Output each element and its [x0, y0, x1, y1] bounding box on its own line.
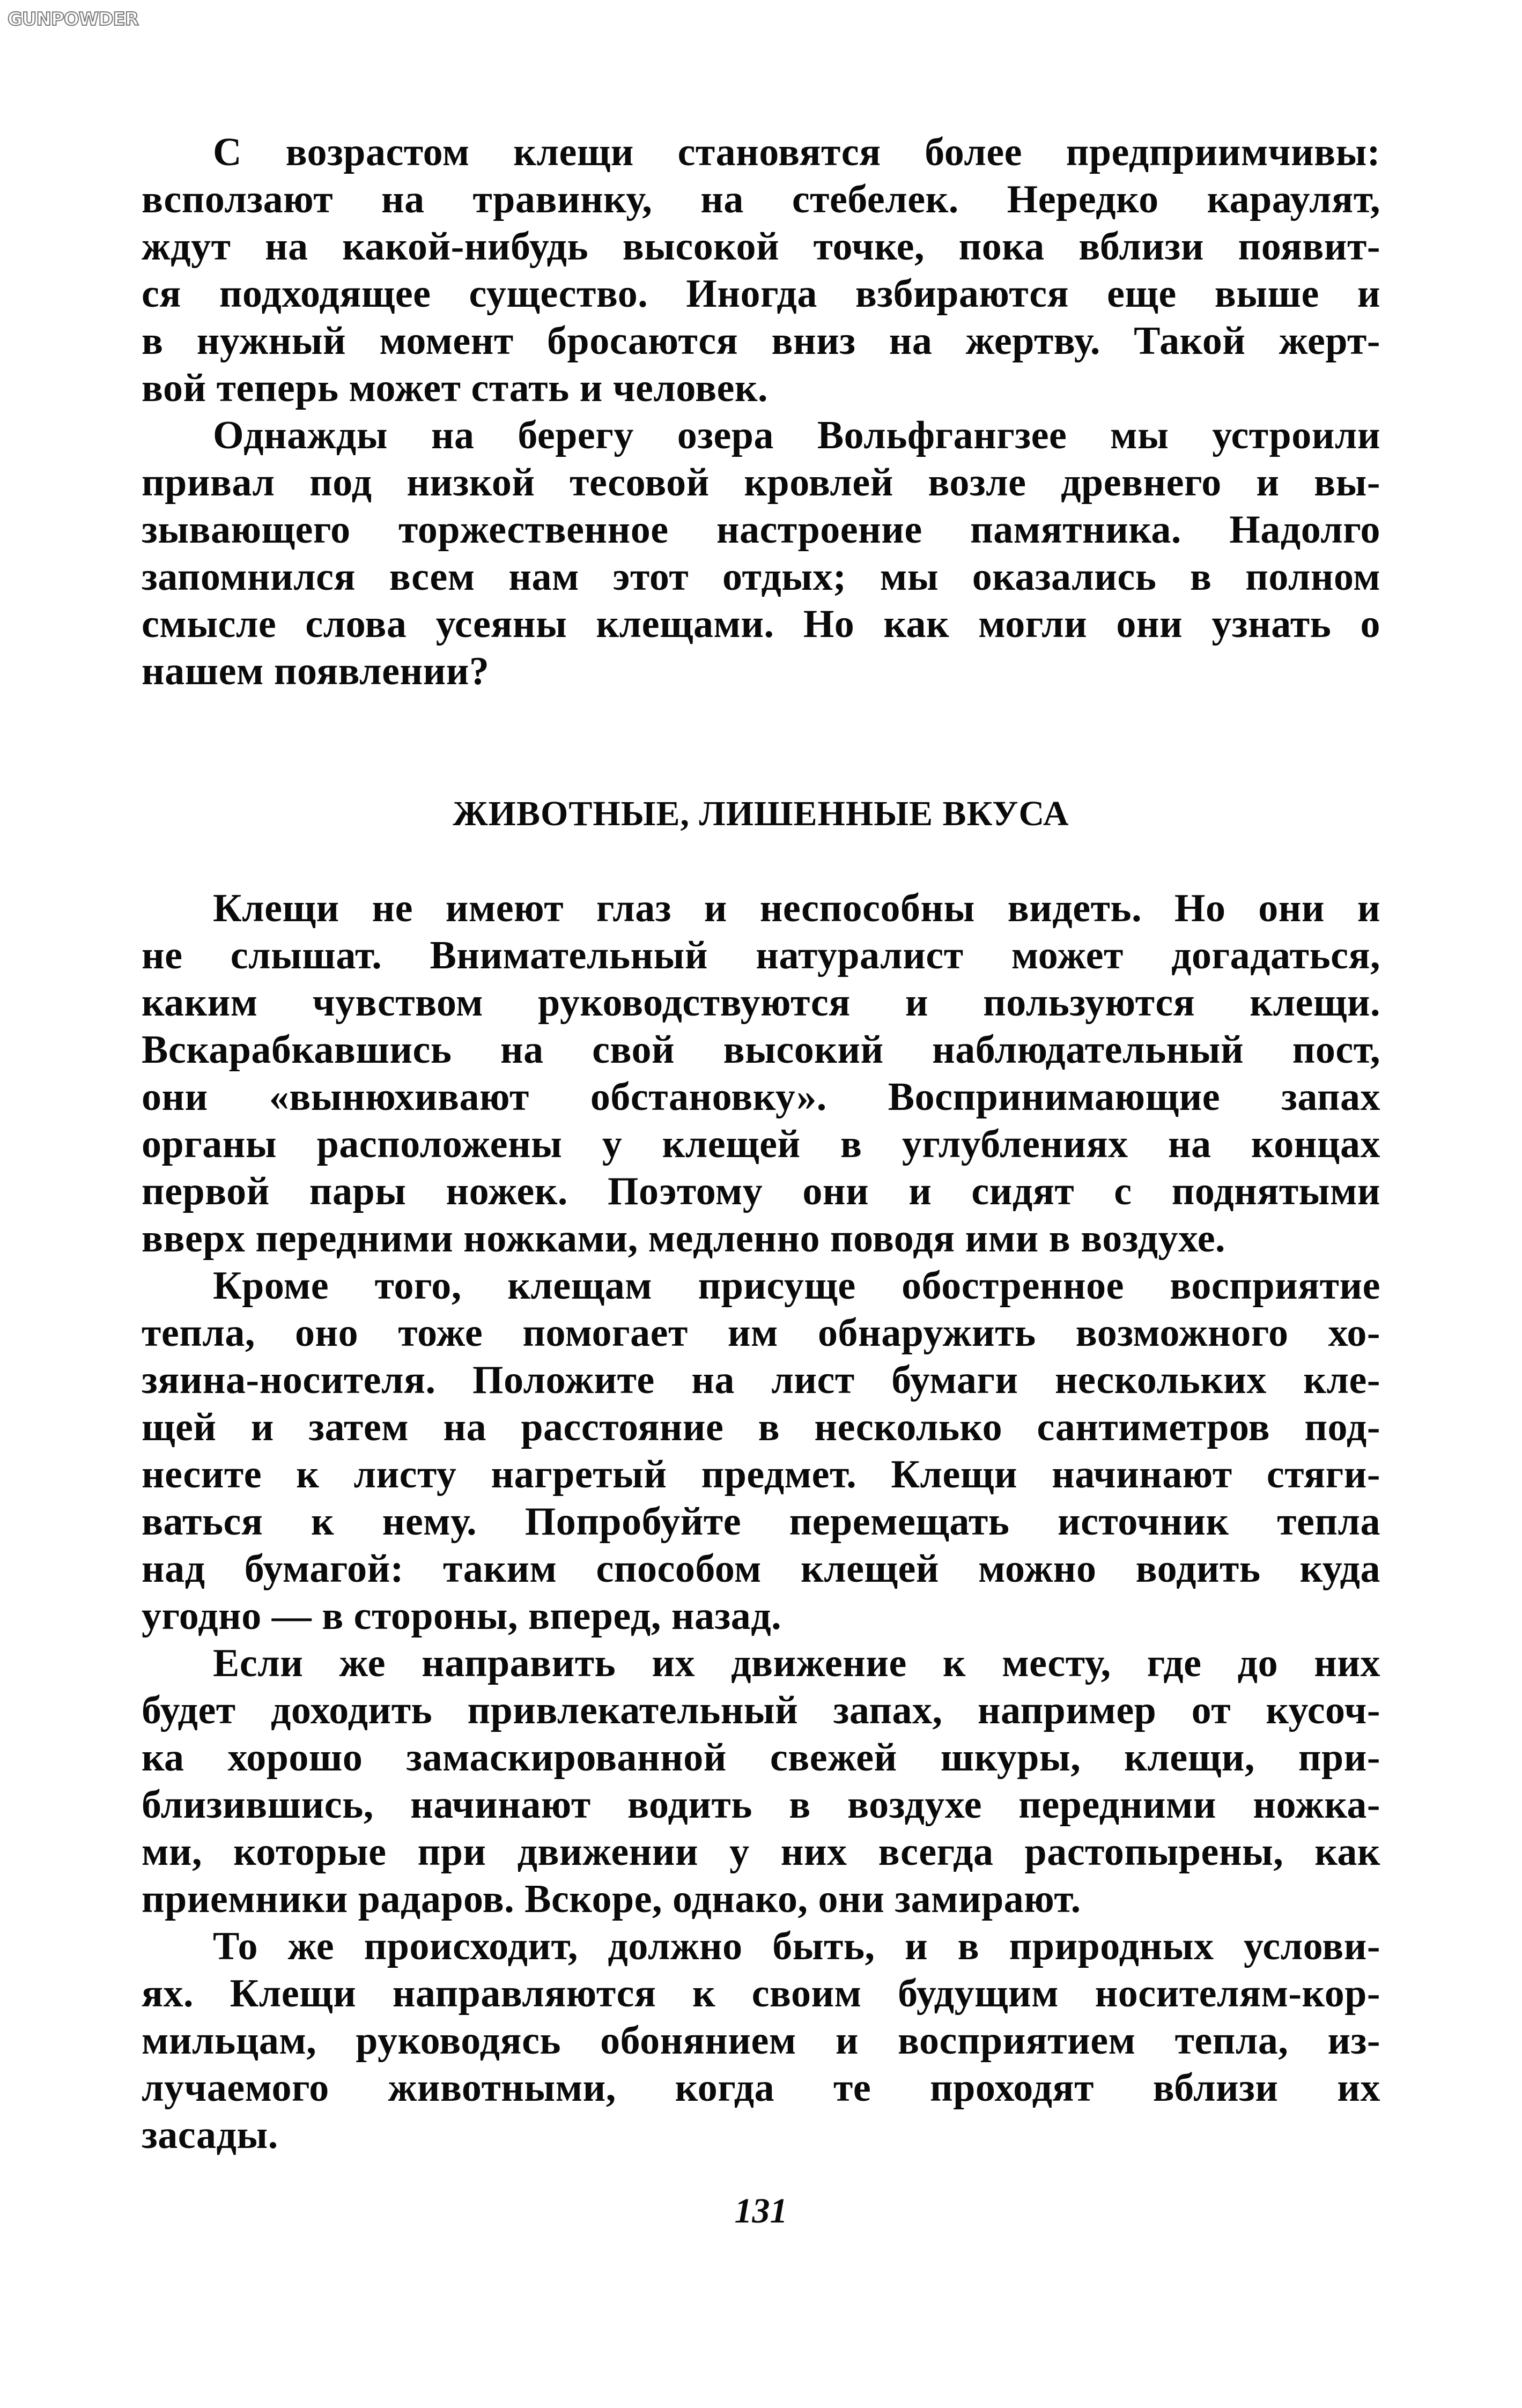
text-line: привал под низкой тесовой кровлей возле древнего и вы-: [142, 461, 1380, 505]
text-line: в нужный момент бросаются вниз на жертву. Такой жерт-: [142, 319, 1380, 363]
text-line: смысле слова усеяны клещами. Но как могли они узнать о: [142, 602, 1380, 646]
text-line: Если же направить их движение к месту, где до них: [213, 1641, 1380, 1685]
text-line: ждут на какой-нибудь высокой точке, пока вблизи появит-: [142, 225, 1380, 269]
text-line: органы расположены у клещей в углублениях на концах: [142, 1122, 1380, 1166]
text-line: тепла, оно тоже помогает им обнаружить возможного хо-: [142, 1311, 1380, 1355]
text-line: вой теперь может стать и человек.: [142, 366, 769, 410]
text-line: засады.: [142, 2113, 278, 2157]
text-line: они «вынюхивают обстановку». Воспринимающие запах: [142, 1075, 1380, 1119]
text-line: приемники радаров. Вскоре, однако, они замирают.: [142, 1877, 1081, 1921]
text-line: вверх передними ножками, медленно поводя ими в воздухе.: [142, 1217, 1226, 1261]
text-line: над бумагой: таким способом клещей можно водить куда: [142, 1547, 1380, 1591]
text-line: ях. Клещи направляются к своим будущим носителям-кор-: [142, 1972, 1380, 2016]
text-line: ка хорошо замаскированной свежей шкуры, клещи, при-: [142, 1736, 1380, 1780]
text-line: зяина-носителя. Положите на лист бумаги нескольких кле-: [142, 1358, 1380, 1402]
text-line: щей и затем на расстояние в несколько сантиметров под-: [142, 1405, 1380, 1449]
text-line: ваться к нему. Попробуйте перемещать источник тепла: [142, 1500, 1380, 1544]
text-line: мильцам, руководясь обонянием и восприятием тепла, из-: [142, 2019, 1380, 2063]
page-number: 131: [734, 2191, 788, 2231]
text-line: Клещи не имеют глаз и неспособны видеть. Но они и: [213, 886, 1380, 930]
text-line: несите к листу нагретый предмет. Клещи начинают стяги-: [142, 1453, 1380, 1496]
text-line: ся подходящее существо. Иногда взбираются еще выше и: [142, 272, 1380, 316]
text-line: угодно — в стороны, вперед, назад.: [142, 1594, 782, 1638]
text-line: всползают на травинку, на стебелек. Нередко караулят,: [142, 177, 1380, 221]
text-line: каким чувством руководствуются и пользуются клещи.: [142, 981, 1380, 1025]
text-line: Вскарабкавшись на свой высокий наблюдательный пост,: [142, 1028, 1380, 1072]
text-line: близившись, начинают водить в воздухе передними ножка-: [142, 1783, 1380, 1827]
text-line: С возрастом клещи становятся более предприимчивы:: [213, 130, 1380, 174]
text-line: Однажды на берегу озера Вольфгангзее мы устроили: [213, 413, 1380, 457]
text-line: будет доходить привлекательный запах, например от кусоч-: [142, 1688, 1380, 1732]
text-line: не слышат. Внимательный натуралист может догадаться,: [142, 933, 1380, 977]
text-line: нашем появлении?: [142, 649, 490, 693]
text-line: ми, которые при движении у них всегда растопырены, как: [142, 1830, 1380, 1874]
text-line: зывающего торжественное настроение памятника. Надолго: [142, 508, 1380, 552]
text-line: запомнился всем нам этот отдых; мы оказались в полном: [142, 555, 1380, 599]
text-line: первой пары ножек. Поэтому они и сидят с поднятыми: [142, 1169, 1380, 1213]
text-line: То же происходит, должно быть, и в природных услови-: [213, 1924, 1380, 1968]
text-line: Кроме того, клещам присуще обостренное восприятие: [213, 1264, 1380, 1308]
section-heading: ЖИВОТНЫЕ, ЛИШЕННЫЕ ВКУСА: [453, 794, 1069, 833]
watermark-logo: GUNPOWDER: [8, 9, 138, 30]
text-line: лучаемого животными, когда те проходят вблизи их: [142, 2066, 1380, 2110]
